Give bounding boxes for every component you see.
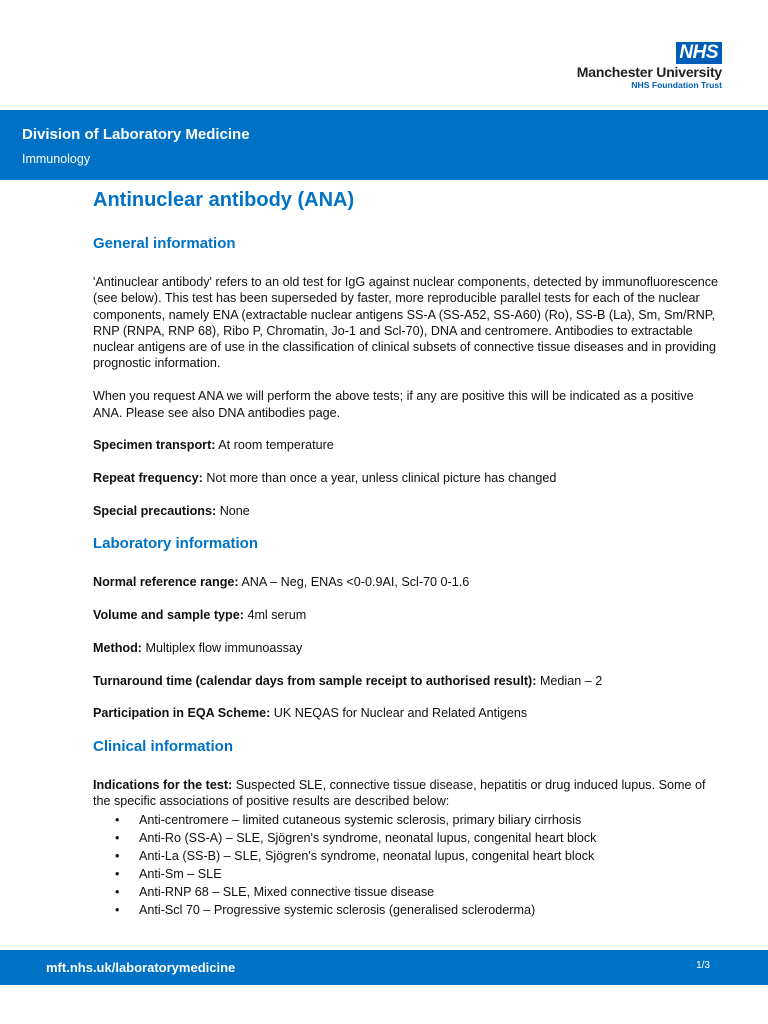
special-precautions-label: Special precautions: [93,503,217,518]
special-precautions [93,503,725,519]
footer-url-link[interactable]: mft.nhs.uk/laboratorymedicine [46,960,236,975]
list-item-text: Anti-Scl 70 – Progressive systemic sclerosis (generalised scleroderma) [139,903,536,918]
indications [93,777,725,810]
list-item-text: Anti-RNP 68 – SLE, Mixed connective tissue disease [139,885,435,900]
page-number: 1/3 [696,960,710,971]
turnaround-time-value: Median – 2 [539,673,603,688]
volume-sample-type-label: Volume and sample type: [93,608,244,623]
general-paragraph-1: 'Antinuclear antibody' refers to an old test for IgG against nuclear components, detected by immunofluorescence (see below). This test has been superseded by faster, more reproducible parallel tests for each of the nuclear components, namely ENA (extractable nuclear antigens SS-A (SS-A52, SS-A60) (Ro), SS-B (La), Sm, Sm/RNP, RNP (RNPA, RNP 68), Ribo P, Chromatin, Jo-1 and Scl-70), DNA and centromere. Antibodies to extractable nuclear antigens are of use in the classification of clinical subsets of connective tissue diseases and in providing prognostic information. [93,275,719,371]
eqa-scheme-label: Participation in EQA Scheme: [93,706,271,721]
method [93,640,725,656]
specimen-transport [93,437,725,453]
reference-range [93,574,725,590]
volume-sample-type [93,607,725,623]
bullet-icon: • [115,867,120,882]
method-value: Multiplex flow immunoassay [145,640,303,655]
list-item [93,883,725,901]
list-item [93,901,725,919]
reference-range-label: Normal reference range: [93,575,239,590]
nhs-logo-mark: NHS [676,42,722,64]
turnaround-time [93,673,725,689]
laboratory-information-heading: Laboratory information [93,535,259,553]
reference-range-value: ANA – Neg, ENAs <0-0.9AI, Scl-70 0-1.6 [241,575,470,590]
eqa-scheme-value: UK NEQAS for Nuclear and Related Antigens [273,706,528,721]
list-item-text: Anti-centromere – limited cutaneous systemic sclerosis, primary biliary cirrhosis [139,813,582,828]
list-item [93,811,725,829]
repeat-frequency-value: Not more than once a year, unless clinical picture has changed [206,471,557,486]
division-title: Division of Laboratory Medicine [22,126,250,143]
list-item-text: Anti-Sm – SLE [139,867,222,882]
bullet-icon: • [115,903,120,918]
bullet-icon: • [115,849,120,864]
associations-list [93,811,725,919]
turnaround-time-label: Turnaround time (calendar days from sample receipt to authorised result): [93,673,537,688]
method-label: Method: [93,640,142,655]
list-item [93,847,725,865]
general-information-heading: General information [93,235,236,252]
header-banner [0,110,768,180]
specimen-transport-label: Specimen transport: [93,438,216,453]
special-precautions-value: None [219,503,250,518]
logo-organisation: Manchester University [576,64,722,80]
indications-value: Suspected SLE, connective tissue disease, hepatitis or drug induced lupus. Some of the specific associations of positive results are described below: [93,777,706,809]
department-name: Immunology [22,152,91,166]
document-body [93,186,725,919]
list-item-text: Anti-Ro (SS-A) – SLE, Sjögren's syndrome, neonatal lupus, congenital heart block [139,831,597,846]
volume-sample-type-value: 4ml serum [247,608,307,623]
list-item [93,829,725,847]
nhs-logo [522,42,722,90]
eqa-scheme [93,705,725,721]
specimen-transport-value: At room temperature [218,438,334,453]
list-item-text: Anti-La (SS-B) – SLE, Sjögren's syndrome, neonatal lupus, congenital heart block [139,849,595,864]
bullet-icon: • [115,885,120,900]
list-item [93,865,725,883]
repeat-frequency-label: Repeat frequency: [93,471,203,486]
repeat-frequency [93,470,725,486]
logo-trust: NHS Foundation Trust [631,80,722,90]
clinical-information-heading: Clinical information [93,737,234,755]
bullet-icon: • [115,831,120,846]
bullet-icon: • [115,813,120,828]
footer-bar [0,950,768,985]
page-title: Antinuclear antibody (ANA) [93,189,355,211]
indications-label: Indications for the test: [93,777,233,792]
general-paragraph-2: When you request ANA we will perform the above tests; if any are positive this will be indicated as a positive ANA. Please see also DNA antibodies page. [93,389,694,420]
